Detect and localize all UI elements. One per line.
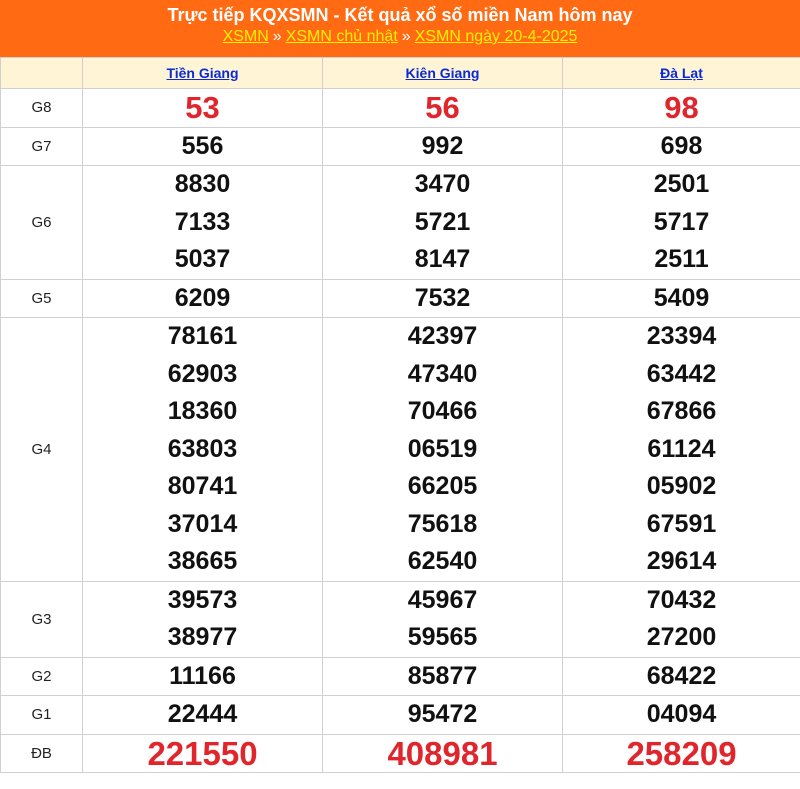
prize-cell: [83, 581, 323, 657]
prize-number: 11166: [169, 661, 236, 690]
prize-cell: [323, 734, 563, 773]
prize-label: G8: [1, 89, 83, 128]
province-header-da-lat: [563, 58, 800, 89]
page-header: [0, 0, 800, 57]
prize-number: 80741: [167, 472, 238, 500]
prize-label: G5: [1, 279, 83, 318]
prize-number: 3470: [414, 170, 471, 198]
prize-number: 63442: [646, 359, 717, 388]
prize-number: 62540: [407, 547, 478, 575]
prize-cell: [83, 127, 323, 166]
prize-number: 04094: [646, 700, 717, 728]
prize-number: 63803: [167, 434, 238, 463]
prize-row: [1, 657, 800, 696]
prize-number: 556: [181, 131, 224, 160]
prize-cell: [83, 696, 323, 735]
prize-label: G4: [1, 318, 83, 582]
prize-number: 7532: [414, 283, 471, 312]
prize-number: 8147: [414, 245, 471, 273]
prize-number: 70466: [407, 397, 478, 425]
prize-number: 68422: [646, 661, 717, 690]
prize-cell: [563, 127, 800, 166]
prize-number: 67866: [646, 397, 717, 425]
province-link-tien-giang[interactable]: Tiền Giang: [166, 65, 239, 81]
prize-cell: [323, 657, 563, 696]
prize-number: 18360: [167, 397, 238, 425]
prize-cell: [563, 657, 800, 696]
prize-number: 98: [664, 90, 699, 125]
prize-number: 67591: [646, 509, 717, 538]
prize-cell: [563, 734, 800, 773]
prize-number: 47340: [407, 359, 478, 388]
province-header-row: [1, 58, 800, 89]
prize-cell: [563, 166, 800, 280]
prize-label: ĐB: [1, 734, 83, 773]
prize-number: 05902: [646, 472, 717, 500]
prize-number: 258209: [626, 734, 737, 772]
prize-number: 8830: [174, 170, 231, 198]
province-header-kien-giang: [323, 58, 563, 89]
prize-number: 408981: [387, 734, 498, 772]
prize-number: 39573: [167, 585, 238, 614]
prize-number: 6209: [174, 283, 231, 312]
prize-number: 5717: [653, 207, 710, 236]
prize-number: 59565: [407, 623, 478, 651]
province-link-da-lat[interactable]: Đà Lạt: [660, 65, 703, 81]
prize-number: 45967: [407, 585, 478, 614]
prize-cell: [83, 318, 323, 582]
prize-cell: [83, 734, 323, 773]
prize-cell: [323, 89, 563, 128]
prize-number: 5037: [174, 245, 231, 273]
prize-row: [1, 318, 800, 582]
prize-number: 70432: [646, 585, 717, 614]
prize-number: 61124: [647, 434, 716, 463]
prize-cell: [323, 279, 563, 318]
prize-number: 37014: [167, 509, 238, 538]
prize-label: G2: [1, 657, 83, 696]
prize-label: G6: [1, 166, 83, 280]
prize-row: [1, 696, 800, 735]
prize-row: [1, 89, 800, 128]
prize-number: 06519: [407, 434, 478, 463]
prize-label: G1: [1, 696, 83, 735]
prize-label: G7: [1, 127, 83, 166]
prize-number: 85877: [407, 661, 478, 690]
prize-label: G3: [1, 581, 83, 657]
breadcrumb: [0, 28, 800, 46]
prize-cell: [563, 279, 800, 318]
prize-cell: [83, 279, 323, 318]
prize-number: 66205: [407, 472, 478, 500]
prize-number: 5721: [414, 207, 471, 236]
prize-row: [1, 279, 800, 318]
prize-cell: [563, 89, 800, 128]
prize-number: 22444: [167, 700, 238, 728]
prize-number: 2501: [653, 170, 710, 198]
prize-number: 38665: [167, 547, 238, 575]
prize-row: [1, 581, 800, 657]
prize-number: 2511: [654, 245, 709, 273]
prize-number: 75618: [407, 509, 478, 538]
breadcrumb-separator: »: [272, 28, 282, 45]
prize-number: 27200: [646, 623, 717, 651]
prize-number: 221550: [147, 734, 258, 772]
prize-cell: [323, 166, 563, 280]
province-header-tien-giang: [83, 58, 323, 89]
prize-cell: [83, 166, 323, 280]
prize-cell: [323, 318, 563, 582]
prize-cell: [323, 696, 563, 735]
province-link-kien-giang[interactable]: Kiên Giang: [405, 65, 480, 81]
prize-number: 78161: [167, 322, 238, 350]
breadcrumb-separator: »: [401, 28, 411, 45]
prize-number: 42397: [407, 322, 478, 350]
prize-number: 992: [421, 131, 464, 160]
results-table: [0, 57, 800, 773]
prize-row: [1, 127, 800, 166]
prize-number: 29614: [646, 547, 717, 575]
prize-number: 5409: [653, 283, 710, 312]
prize-cell: [83, 89, 323, 128]
breadcrumb-xsmn[interactable]: XSMN: [222, 28, 269, 45]
prize-cell: [563, 318, 800, 582]
prize-row: [1, 166, 800, 280]
breadcrumb-xsmn-sunday[interactable]: XSMN chủ nhật: [285, 28, 398, 45]
prize-number: 7133: [174, 207, 231, 236]
page-title: Trực tiếp KQXSMN - Kết quả xổ số miền Nam hôm nay: [167, 5, 633, 25]
prize-number: 23394: [646, 322, 717, 350]
header-corner: [1, 58, 83, 89]
prize-cell: [563, 696, 800, 735]
breadcrumb-xsmn-date[interactable]: XSMN ngày 20-4-2025: [414, 28, 578, 45]
prize-number: 56: [425, 90, 460, 125]
prize-cell: [563, 581, 800, 657]
prize-cell: [323, 127, 563, 166]
prize-number: 698: [660, 131, 703, 160]
prize-number: 62903: [167, 359, 238, 388]
prize-number: 38977: [167, 623, 238, 651]
prize-row: [1, 734, 800, 773]
prize-number: 95472: [407, 700, 478, 728]
prize-cell: [323, 581, 563, 657]
prize-number: 53: [185, 90, 220, 125]
prize-cell: [83, 657, 323, 696]
